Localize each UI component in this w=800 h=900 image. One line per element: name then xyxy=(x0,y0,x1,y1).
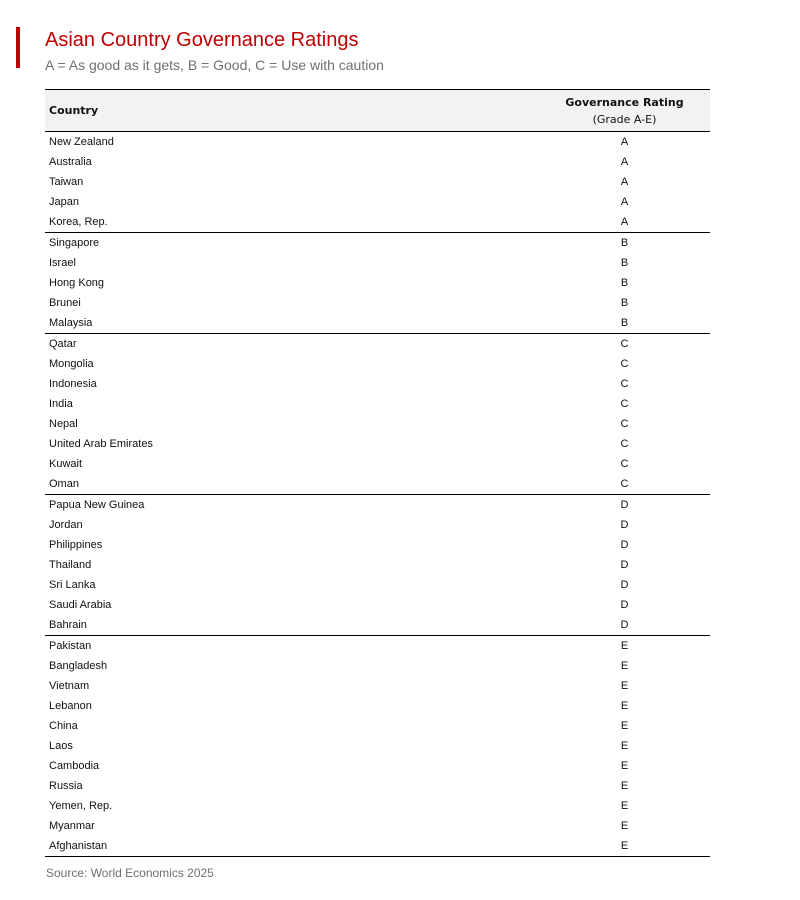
table-row xyxy=(45,474,710,495)
grade-cell: B xyxy=(620,257,629,269)
grade-cell: D xyxy=(539,615,710,636)
table-row xyxy=(45,233,710,254)
column-header-rating-title: Governance Rating xyxy=(565,95,684,109)
table-row xyxy=(45,555,710,575)
country-cell: Laos xyxy=(49,740,73,752)
table-row xyxy=(45,676,710,696)
grade-cell: E xyxy=(620,640,629,652)
grade-cell: D xyxy=(620,599,629,611)
table-row xyxy=(45,636,710,657)
grade-cell: D xyxy=(620,519,629,531)
country-cell: New Zealand xyxy=(49,136,114,148)
table-row xyxy=(45,696,710,716)
grade-cell: E xyxy=(620,760,629,772)
grade-cell: A xyxy=(620,136,629,148)
country-cell: Russia xyxy=(49,780,83,792)
table-row xyxy=(45,313,710,334)
table-row xyxy=(45,212,710,233)
grade-cell: C xyxy=(539,474,710,495)
table-row xyxy=(45,132,710,153)
source-note: Source: World Economics 2025 xyxy=(46,866,214,880)
grade-cell: A xyxy=(620,196,629,208)
grade-cell: E xyxy=(620,720,629,732)
table-row xyxy=(45,816,710,836)
country-cell: Sri Lanka xyxy=(49,579,96,591)
country-cell: Bahrain xyxy=(45,615,539,636)
grade-cell: A xyxy=(539,212,710,233)
grade-cell: E xyxy=(620,680,629,692)
grade-cell: B xyxy=(620,277,629,289)
country-cell: Kuwait xyxy=(49,458,83,470)
grade-cell: A xyxy=(620,176,629,188)
table-row xyxy=(45,454,710,474)
country-cell: Thailand xyxy=(49,559,92,571)
table-row xyxy=(45,535,710,555)
grade-cell: D xyxy=(620,579,629,591)
table-row xyxy=(45,515,710,535)
governance-table-container xyxy=(45,89,710,857)
column-header-rating xyxy=(539,90,710,132)
table-row xyxy=(45,273,710,293)
grade-cell: C xyxy=(620,378,629,390)
table-row xyxy=(45,334,710,355)
country-cell: Philippines xyxy=(49,539,103,551)
grade-cell: D xyxy=(620,539,629,551)
grade-cell: E xyxy=(620,700,629,712)
country-cell: Bangladesh xyxy=(49,660,108,672)
grade-cell: C xyxy=(620,458,629,470)
country-cell: United Arab Emirates xyxy=(49,438,153,450)
grade-cell: E xyxy=(539,836,710,857)
table-row xyxy=(45,293,710,313)
table-row xyxy=(45,656,710,676)
table-row xyxy=(45,836,710,857)
table-row xyxy=(45,736,710,756)
grade-cell: B xyxy=(539,313,710,334)
grade-cell: E xyxy=(620,820,629,832)
page-subtitle: A = As good as it gets, B = Good, C = Use with caution xyxy=(45,57,384,73)
table-row xyxy=(45,253,710,273)
table-row xyxy=(45,152,710,172)
country-cell: Hong Kong xyxy=(49,277,105,289)
country-cell: Cambodia xyxy=(49,760,100,772)
grade-cell: A xyxy=(620,156,629,168)
table-row xyxy=(45,796,710,816)
country-cell: Yemen, Rep. xyxy=(49,800,113,812)
table-row xyxy=(45,615,710,636)
governance-table xyxy=(45,89,710,857)
country-cell: Myanmar xyxy=(49,820,95,832)
country-cell: Saudi Arabia xyxy=(49,599,112,611)
table-row xyxy=(45,575,710,595)
table-row xyxy=(45,776,710,796)
table-row xyxy=(45,354,710,374)
country-cell: Korea, Rep. xyxy=(45,212,539,233)
grade-cell: C xyxy=(620,398,629,410)
country-cell: China xyxy=(49,720,78,732)
grade-cell: C xyxy=(620,418,629,430)
table-row xyxy=(45,595,710,615)
grade-cell: E xyxy=(620,800,629,812)
country-cell: Oman xyxy=(45,474,539,495)
country-cell: Indonesia xyxy=(49,378,97,390)
country-cell: Nepal xyxy=(49,418,78,430)
country-cell: Papua New Guinea xyxy=(49,499,145,511)
table-header xyxy=(45,90,710,132)
grade-cell: E xyxy=(620,740,629,752)
title-accent-bar xyxy=(16,27,20,68)
grade-cell: D xyxy=(620,559,629,571)
country-cell: Brunei xyxy=(49,297,81,309)
grade-cell: B xyxy=(620,297,629,309)
table-row xyxy=(45,716,710,736)
grade-cell: D xyxy=(620,499,629,511)
table-row xyxy=(45,172,710,192)
country-cell: Qatar xyxy=(49,338,77,350)
table-row xyxy=(45,414,710,434)
grade-cell: C xyxy=(620,358,629,370)
country-cell: Japan xyxy=(49,196,79,208)
country-cell: Afghanistan xyxy=(45,836,539,857)
grade-cell: C xyxy=(620,338,629,350)
country-cell: Mongolia xyxy=(49,358,94,370)
table-body xyxy=(45,132,710,857)
country-cell: Malaysia xyxy=(45,313,539,334)
country-cell: Singapore xyxy=(49,237,100,249)
country-cell: Israel xyxy=(49,257,76,269)
grade-cell: E xyxy=(620,780,629,792)
country-cell: Australia xyxy=(49,156,92,168)
grade-cell: B xyxy=(620,237,629,249)
page-title: Asian Country Governance Ratings xyxy=(45,29,359,51)
table-row xyxy=(45,394,710,414)
column-header-country: Country xyxy=(45,90,539,132)
column-header-rating-subtitle: (Grade A-E) xyxy=(592,112,657,126)
country-cell: Pakistan xyxy=(49,640,92,652)
country-cell: Vietnam xyxy=(49,680,90,692)
table-row xyxy=(45,434,710,454)
table-row xyxy=(45,374,710,394)
table-row xyxy=(45,192,710,212)
grade-cell: C xyxy=(620,438,629,450)
country-cell: Jordan xyxy=(49,519,83,531)
country-cell: India xyxy=(49,398,73,410)
table-row xyxy=(45,756,710,776)
table-row xyxy=(45,495,710,516)
country-cell: Lebanon xyxy=(49,700,92,712)
table-header-row xyxy=(45,90,710,132)
country-cell: Taiwan xyxy=(49,176,84,188)
grade-cell: E xyxy=(620,660,629,672)
